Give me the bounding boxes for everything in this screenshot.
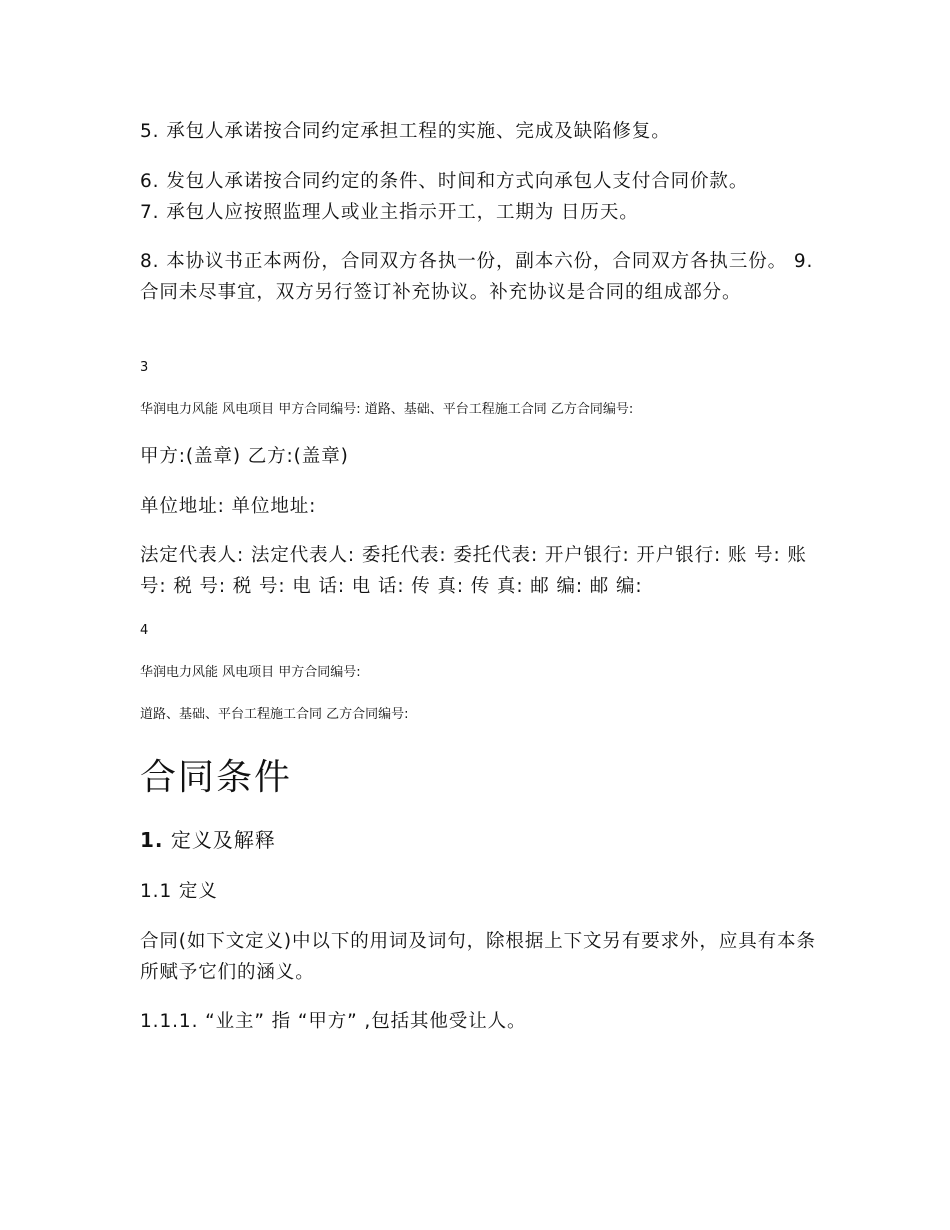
conditions-title: 合同条件 xyxy=(140,757,293,798)
address-line: 单位地址: 单位地址: xyxy=(140,496,317,517)
clause-6: 6. 发包人承诺按合同约定的条件、时间和方式向承包人支付合同价款。 xyxy=(140,171,749,192)
page-number-4: 4 xyxy=(140,623,149,638)
page-number-3: 3 xyxy=(140,360,149,375)
clause-1-1-1: 1.1.1. “业主” 指 “甲方” ,包括其他受让人。 xyxy=(140,1011,527,1032)
clause-5: 5. 承包人承诺按合同约定承担工程的实施、完成及缺陷修复。 xyxy=(140,121,671,142)
section-heading xyxy=(140,826,820,854)
clause-8-9: 8. 本协议书正本两份，合同双方各执一份，副本六份，合同双方各执三份。 9. 合同未尽事宜，双方另行签订补充协议。补充协议是合同的组成部分。 xyxy=(140,251,814,303)
page4-header-line1: 华润电力风能 风电项目 甲方合同编号: xyxy=(140,665,361,680)
contact-block: 法定代表人: 法定代表人: 委托代表: 委托代表: 开户银行: 开户银行: 账 号: 账 号: 税 号: 税 号: 电 话: 电 话: 传 真: 传 真: 邮 编: 邮 编: xyxy=(140,545,807,597)
page3-header: 华润电力风能 风电项目 甲方合同编号: 道路、基础、平台工程施工合同 乙方合同编号: xyxy=(140,402,634,417)
clause-7: 7. 承包人应按照监理人或业主指示开工，工期为 日历天。 xyxy=(140,202,639,223)
section-title: 定义及解释 xyxy=(170,828,276,852)
definitions-intro: 合同(如下文定义)中以下的用词及词句，除根据上下文另有要求外，应具有本条所赋予它们的涵义。 xyxy=(140,931,816,983)
sub-heading-definitions: 1.1 定义 xyxy=(140,881,218,902)
seal-line: 甲方:(盖章) 乙方:(盖章) xyxy=(140,446,349,467)
section-number: 1. xyxy=(140,828,164,852)
page4-header-line2: 道路、基础、平台工程施工合同 乙方合同编号: xyxy=(140,707,409,722)
